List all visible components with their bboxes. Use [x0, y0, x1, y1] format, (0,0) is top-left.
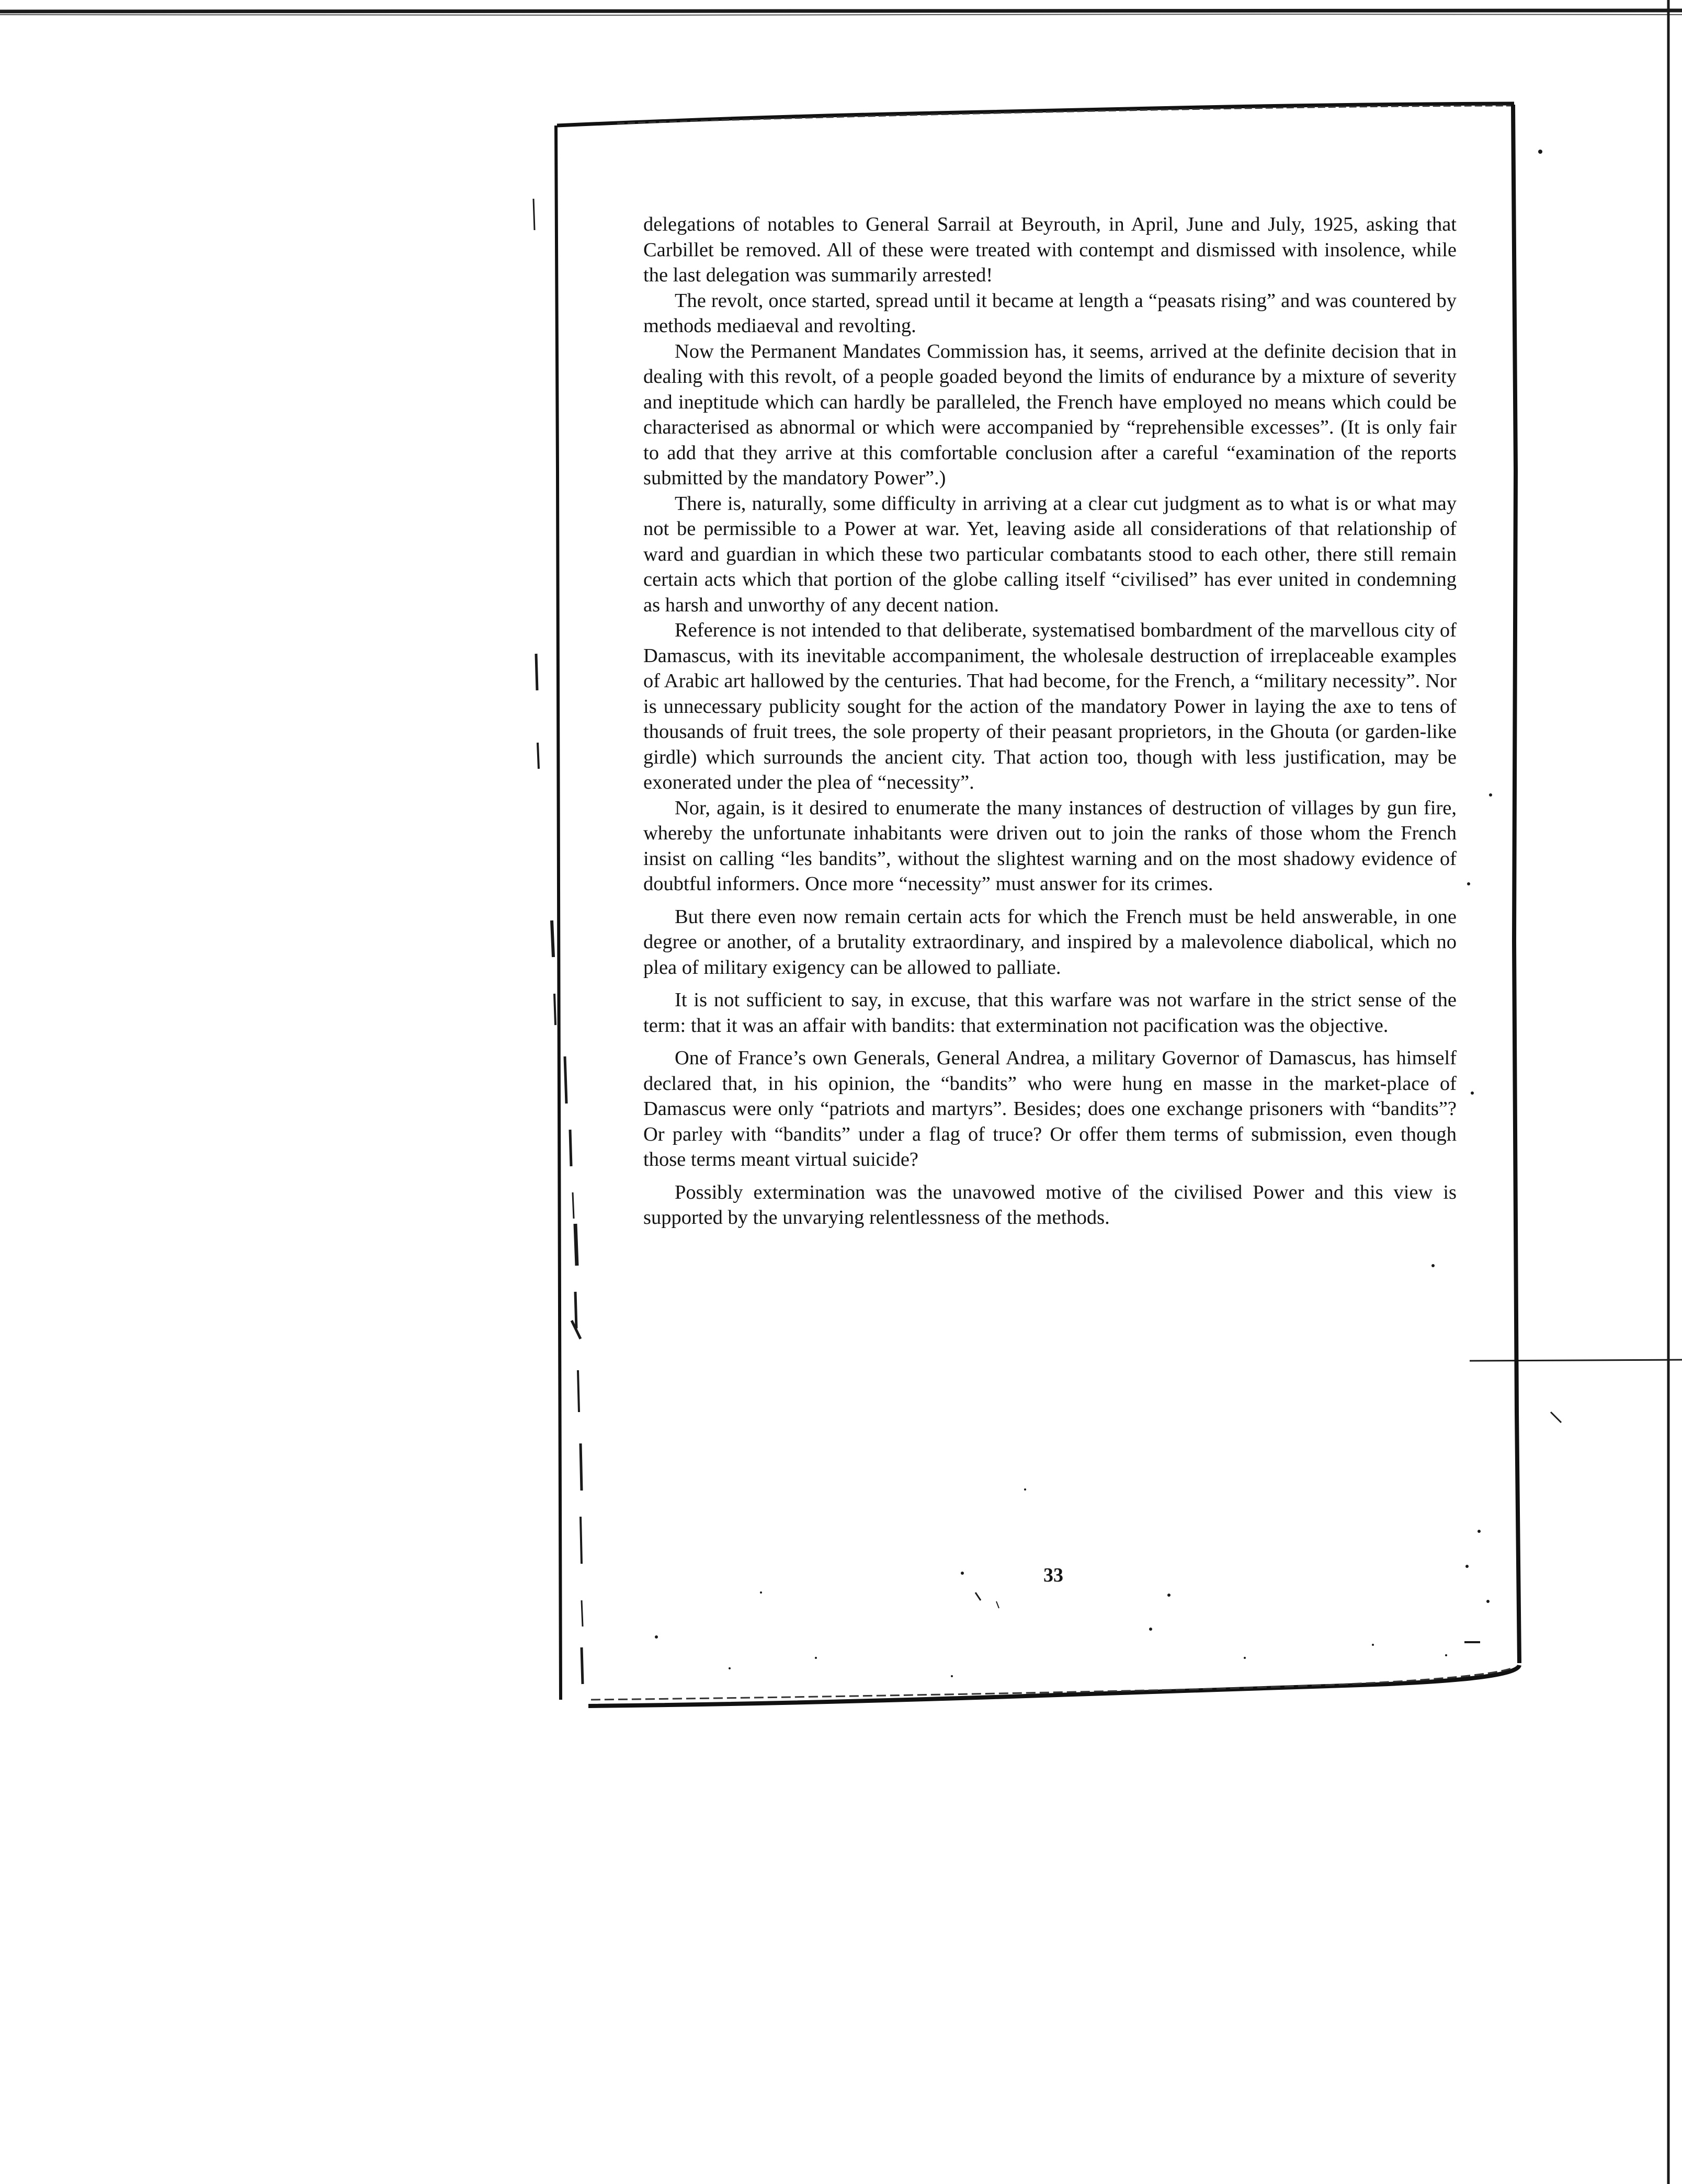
paragraph-4: There is, naturally, some difficulty in arriving at a clear cut judgment as to what is or what may not be permissible to a Power at war. Yet, leaving aside all considerations of that relationship of ward and guardian in which these two particular combatants stood to each other, there still remain certain acts which that portion of the globe calling itself “civilised” has ever united in condemning as harsh and unworthy of any decent nation.: [643, 492, 1457, 616]
paragraph-2: The revolt, once started, spread until it became at length a “peasats rising” and was countered by methods mediaeval and revolting.: [643, 289, 1457, 337]
paragraph-3: Now the Permanent Mandates Commission has, it seems, arrived at the definite decision that in dealing with this revolt, of a people goaded beyond the limits of endurance by a mixture of severity and ineptitude which can hardly be paralleled, the French have employed no means which could be characterised as abnormal or which were accompanied by “reprehensible excesses”. (It is only fair to add that they arrive at this comfortable conclusion after a careful “examination of the reports submitted by the mandatory Power”.): [643, 340, 1457, 489]
scan-top-border: [0, 10, 1682, 12]
paragraph-9: One of France’s own Generals, General Andrea, a military Governor of Damascus, has himself declared that, in his opinion, the “bandits” who were hung en masse in the market-place of Damascus were only “patriots and martyrs”. Besides; does one exchange prisoners with “bandits”? Or parley with “bandits” under a flag of truce? Or offer them terms of submission, even though those terms meant virtual suicide?: [643, 1047, 1457, 1170]
paragraph-7: But there even now remain certain acts for which the French must be held answerable, in one degree or another, of a brutality extraordinary, and inspired by a malevolence diabolical, which no plea of military exigency can be allowed to palliate.: [643, 905, 1457, 979]
page-number: 33: [1043, 1564, 1063, 1586]
page-body-text: [643, 212, 1457, 1231]
paragraph-8: It is not sufficient to say, in excuse, that this warfare was not warfare in the strict sense of the term: that it was an affair with bandits: that extermination not pacification was the objective.: [643, 989, 1457, 1037]
paragraph-10: Possibly extermination was the unavowed motive of the civilised Power and this view is supported by the unvarying relentlessness of the methods.: [643, 1181, 1457, 1228]
paragraph-1: delegations of notables to General Sarrail at Beyrouth, in April, June and July, 1925, asking that Carbillet be removed. All of these were treated with contempt and dismissed with insolence, while the last delegation was summarily arrested!: [643, 213, 1457, 286]
paragraph-6: Nor, again, is it desired to enumerate the many instances of destruction of villages by gun fire, whereby the unfortunate inhabitants were driven out to join the ranks of those whom the French insist on calling “les bandits”, without the slightest warning and on the most shadowy evidence of doubtful informers. Once more “necessity” must answer for its crimes.: [643, 797, 1457, 895]
paragraph-5: Reference is not intended to that deliberate, systematised bombardment of the marvellous city of Damascus, with its inevitable accompaniment, the wholesale destruction of irreplaceable examples of Arabic art hallowed by the centuries. That had become, for the French, a “military necessity”. Nor is unnecessary publicity sought for the action of the mandatory Power in laying the axe to tens of thousands of fruit trees, the sole property of their peasant proprietors, in the Ghouta (or garden-like girdle) which surrounds the ancient city. That action too, though with less justification, may be exonerated under the plea of “necessity”.: [643, 619, 1457, 793]
